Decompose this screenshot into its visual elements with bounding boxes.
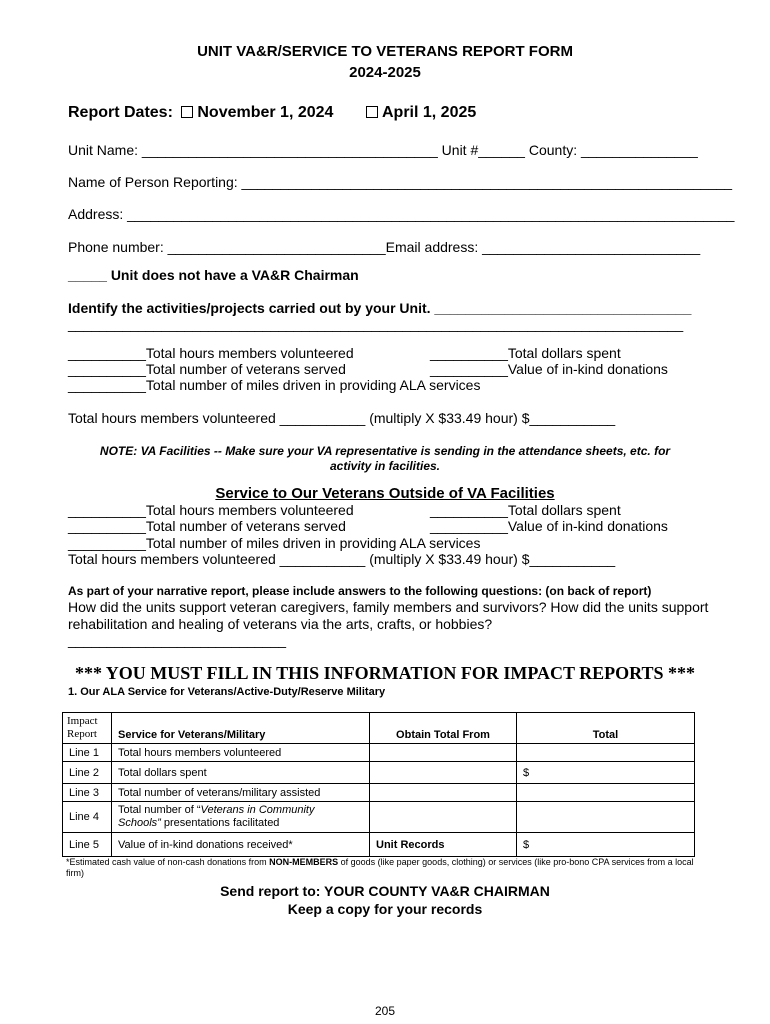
narrative-question-2: rehabilitation and healing of veterans via the arts, crafts, or hobbies? <box>68 616 493 632</box>
service-cell: Total dollars spent <box>112 762 370 784</box>
impact-header-row <box>63 713 695 744</box>
line-label: Line 4 <box>63 802 112 833</box>
service-cell: Total number of veterans/military assisted <box>112 784 370 802</box>
footnote-text-c: of goods (like paper goods, clothing) or services (like pro-bono CPA services from a local firm) <box>66 857 694 878</box>
service-text-b: Veterans in Community <box>200 804 315 816</box>
service-cell <box>112 802 370 833</box>
footnote-text-b: NON-MEMBERS <box>269 857 339 867</box>
col-obtain: Obtain Total From <box>370 713 517 744</box>
table-row <box>63 784 695 802</box>
date-november: November 1, 2024 <box>197 104 334 121</box>
line-label: Line 5 <box>63 833 112 857</box>
note-line-2: activity in facilities. <box>329 459 441 473</box>
col-impact-line1: Impact <box>67 715 98 727</box>
line-label: Line 1 <box>63 744 112 762</box>
form-title: UNIT VA&R/SERVICE TO VETERANS REPORT FORM <box>197 43 573 60</box>
narrative-question-1: How did the units support veteran caregivers, family members and survivors? How did the units support <box>68 599 709 615</box>
col-total: Total <box>517 713 695 744</box>
line-label: Line 3 <box>63 784 112 802</box>
obtain-cell <box>370 802 517 833</box>
identify-activities-line[interactable]: _______________________________________________________________________________ <box>68 316 684 332</box>
no-chairman-field[interactable]: _____ Unit does not have a VA&R Chairman <box>68 267 359 283</box>
col-impact-report <box>63 713 112 744</box>
service-text-a: Total number of “ <box>118 804 201 816</box>
checkbox-april[interactable] <box>366 106 378 118</box>
s1-multiply[interactable]: Total hours members volunteered ___________ (multiply X $33.49 hour) $___________ <box>68 410 616 426</box>
table-row <box>63 833 695 857</box>
s2-dollars[interactable]: __________Total dollars spent <box>430 502 621 518</box>
table-row <box>63 762 695 784</box>
impact-subheading: 1. Our ALA Service for Veterans/Active-Duty/Reserve Military <box>68 686 386 698</box>
impact-heading: *** YOU MUST FILL IN THIS INFORMATION FOR IMPACT REPORTS *** <box>74 663 696 683</box>
obtain-cell <box>370 762 517 784</box>
report-date-april-row <box>362 104 476 122</box>
table-row <box>63 744 695 762</box>
s2-hours[interactable]: __________Total hours members volunteered <box>68 502 354 518</box>
total-cell[interactable] <box>517 744 695 762</box>
col-impact-line2: Report <box>67 728 97 740</box>
line-label: Line 2 <box>63 762 112 784</box>
s2-veterans[interactable]: __________Total number of veterans served <box>68 518 346 534</box>
service-cell: Value of in-kind donations received* <box>112 833 370 857</box>
s2-miles[interactable]: __________Total number of miles driven in providing ALA services <box>68 535 481 551</box>
service-cell: Total hours members volunteered <box>112 744 370 762</box>
s2-multiply[interactable]: Total hours members volunteered ___________ (multiply X $33.49 hour) $___________ <box>68 551 616 567</box>
total-cell[interactable] <box>517 784 695 802</box>
address-field[interactable]: Address: ______________________________________________________________________________ <box>68 206 735 222</box>
keep-copy-line: Keep a copy for your records <box>287 901 483 917</box>
report-dates-row <box>68 104 333 122</box>
report-dates-label: Report Dates: <box>68 104 173 121</box>
person-reporting-field[interactable]: Name of Person Reporting: _______________________________________________________________ <box>68 174 733 190</box>
narrative-heading: As part of your narrative report, please include answers to the following questions: (on back of report) <box>68 584 652 598</box>
section2-heading: Service to Our Veterans Outside of VA Facilities <box>215 485 555 502</box>
service-text-d: presentations facilitated <box>160 817 280 829</box>
obtain-cell: Unit Records <box>370 833 517 857</box>
footnote <box>66 857 706 879</box>
service-text-c: Schools” <box>118 817 161 829</box>
identify-activities-field[interactable]: Identify the activities/projects carried out by your Unit. _________________________________ <box>68 300 692 316</box>
checkbox-november[interactable] <box>181 106 193 118</box>
note-line-1: NOTE: VA Facilities -- Make sure your VA representative is sending in the attendance sheets, etc. for <box>99 444 671 458</box>
form-year: 2024-2025 <box>349 64 421 81</box>
date-april: April 1, 2025 <box>382 104 477 121</box>
footnote-text-a: *Estimated cash value of non-cash donations from <box>66 857 270 867</box>
s1-dollars[interactable]: __________Total dollars spent <box>430 345 621 361</box>
impact-table <box>62 712 695 857</box>
total-cell[interactable]: $ <box>517 762 695 784</box>
s1-veterans[interactable]: __________Total number of veterans served <box>68 361 346 377</box>
s1-hours[interactable]: __________Total hours members volunteered <box>68 345 354 361</box>
s1-miles[interactable]: __________Total number of miles driven in providing ALA services <box>68 377 481 393</box>
unit-name-field[interactable]: Unit Name: ______________________________________ Unit #______ County: _______________ <box>68 142 698 158</box>
col-service: Service for Veterans/Military <box>112 713 370 744</box>
send-report-line: Send report to: YOUR COUNTY VA&R CHAIRMAN <box>220 883 550 899</box>
total-cell[interactable] <box>517 802 695 833</box>
s2-inkind[interactable]: __________Value of in-kind donations <box>430 518 668 534</box>
narrative-answer-line[interactable]: ____________________________ <box>68 632 287 648</box>
obtain-cell <box>370 744 517 762</box>
total-cell[interactable]: $ <box>517 833 695 857</box>
s1-inkind[interactable]: __________Value of in-kind donations <box>430 361 668 377</box>
obtain-cell <box>370 784 517 802</box>
phone-email-field[interactable]: Phone number: ____________________________Email address: ____________________________ <box>68 239 701 255</box>
table-row <box>63 802 695 833</box>
page-number: 205 <box>374 1004 396 1018</box>
